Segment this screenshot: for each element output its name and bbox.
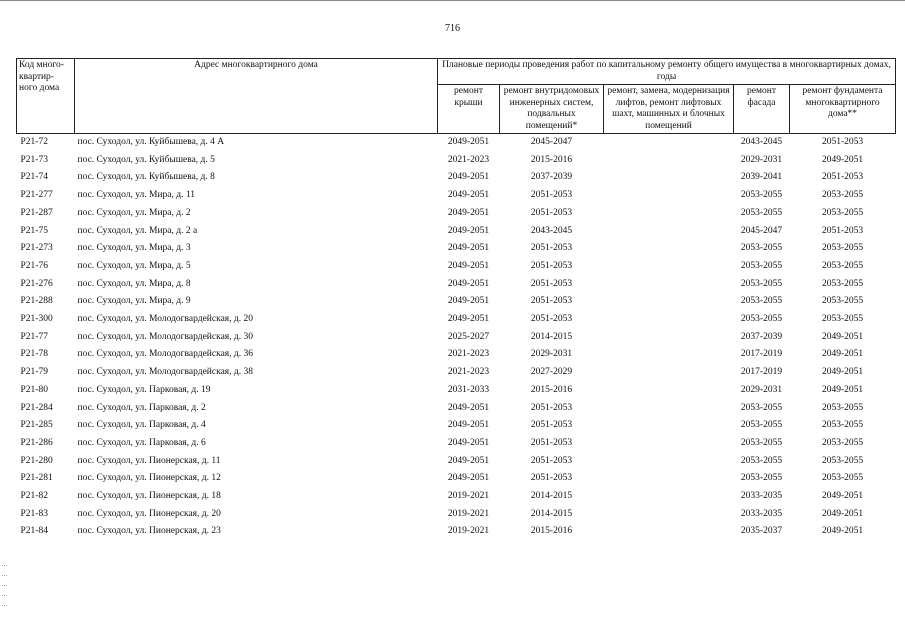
cell-address: пос. Суходол, ул. Мира, д. 9	[77, 296, 191, 307]
cell-code: Р21-73	[20, 154, 48, 165]
cell-foundation: 2049-2051	[821, 331, 864, 342]
cell-address: пос. Суходол, ул. Куйбышева, д. 8	[77, 172, 215, 183]
table-row	[17, 240, 896, 258]
cell-engineering: 2051-2053	[530, 260, 573, 271]
cell-code: Р21-78	[20, 349, 48, 360]
cell-address: пос. Суходол, ул. Пионерская, д. 11	[77, 455, 221, 466]
cell-roof: 2019-2021	[447, 526, 490, 537]
cell-address: пос. Суходол, ул. Молодогвардейская, д. 38	[77, 367, 253, 378]
cell-foundation: 2053-2055	[821, 207, 864, 218]
table-row	[17, 276, 896, 294]
cell-lifts	[604, 488, 734, 506]
cell-roof: 2021-2023	[447, 349, 490, 360]
cell-roof: 2049-2051	[447, 296, 490, 307]
cell-roof: 2049-2051	[447, 190, 490, 201]
cell-engineering: 2051-2053	[530, 190, 573, 201]
cell-roof: 2049-2051	[447, 314, 490, 325]
cell-engineering: 2045-2047	[530, 137, 573, 147]
header-lifts: ремонт, замена, модернизация лифтов, ремонт лифтовых шахт, машинных и блочных помещений	[604, 85, 734, 134]
cell-foundation: 2053-2055	[821, 296, 864, 307]
header-periods-title: Плановые периоды проведения работ по капитальному ремонту общего имущества в многоквартирных домах, годы	[438, 59, 896, 85]
cell-code: Р21-273	[20, 243, 53, 254]
cell-code: Р21-300	[20, 314, 53, 325]
cell-facade: 2053-2055	[740, 278, 783, 289]
cell-lifts	[604, 311, 734, 329]
cell-lifts	[604, 187, 734, 205]
cell-address: пос. Суходол, ул. Парковая, д. 6	[77, 437, 206, 448]
cell-roof: 2049-2051	[447, 260, 490, 271]
cell-roof: 2049-2051	[447, 172, 490, 183]
table-row	[17, 152, 896, 170]
cell-foundation: 2053-2055	[821, 243, 864, 254]
header-engineering: ремонт внутридомовых инженерных систем, подвальных помещений*	[500, 85, 604, 134]
cell-facade: 2053-2055	[740, 296, 783, 307]
cell-engineering: 2051-2053	[530, 278, 573, 289]
cell-facade: 2037-2039	[740, 331, 783, 342]
cell-facade: 2029-2031	[740, 384, 783, 395]
cell-code: Р21-280	[20, 455, 53, 466]
cell-address: пос. Суходол, ул. Мира, д. 8	[77, 278, 191, 289]
cell-foundation: 2051-2053	[821, 172, 864, 183]
table-row	[17, 223, 896, 241]
cell-code: Р21-79	[20, 367, 48, 378]
table-row	[17, 506, 896, 524]
page-number: 716	[445, 23, 460, 34]
table-row	[17, 311, 896, 329]
cell-foundation: 2049-2051	[821, 154, 864, 165]
cell-engineering: 2029-2031	[530, 349, 573, 360]
cell-code: Р21-77	[20, 331, 48, 342]
cell-foundation: 2053-2055	[821, 455, 864, 466]
cell-engineering: 2014-2015	[530, 331, 573, 342]
cell-roof: 2021-2023	[447, 154, 490, 165]
table-row	[17, 187, 896, 205]
cell-address: пос. Суходол, ул. Куйбышева, д. 4 А	[77, 137, 225, 147]
cell-roof: 2049-2051	[447, 437, 490, 448]
cell-lifts	[604, 329, 734, 347]
cell-lifts	[604, 258, 734, 276]
table-row	[17, 435, 896, 453]
cell-address: пос. Суходол, ул. Куйбышева, д. 5	[77, 154, 215, 165]
cell-roof: 2049-2051	[447, 243, 490, 254]
cell-address: пос. Суходол, ул. Мира, д. 3	[77, 243, 191, 254]
cell-foundation: 2053-2055	[821, 420, 864, 431]
cell-address: пос. Суходол, ул. Парковая, д. 19	[77, 384, 211, 395]
cell-engineering: 2051-2053	[530, 455, 573, 466]
cell-code: Р21-285	[20, 420, 53, 431]
cell-facade: 2035-2037	[740, 526, 783, 537]
cell-foundation: 2049-2051	[821, 349, 864, 360]
capital-repair-table	[16, 58, 896, 541]
cell-lifts	[604, 453, 734, 471]
cell-lifts	[604, 523, 734, 541]
cell-facade: 2053-2055	[740, 473, 783, 484]
cell-roof: 2049-2051	[447, 473, 490, 484]
cell-code: Р21-75	[20, 225, 48, 236]
table-row	[17, 329, 896, 347]
cell-roof: 2049-2051	[447, 207, 490, 218]
cell-code: Р21-76	[20, 260, 48, 271]
cell-lifts	[604, 240, 734, 258]
cell-code: Р21-84	[20, 526, 48, 537]
cell-engineering: 2037-2039	[530, 172, 573, 183]
cell-engineering: 2051-2053	[530, 402, 573, 413]
table-row	[17, 470, 896, 488]
cell-lifts	[604, 382, 734, 400]
cell-code: Р21-287	[20, 207, 53, 218]
cell-address: пос. Суходол, ул. Парковая, д. 4	[77, 420, 206, 431]
cell-code: Р21-82	[20, 491, 48, 502]
cell-code: Р21-284	[20, 402, 53, 413]
cell-facade: 2017-2019	[740, 367, 783, 378]
cell-lifts	[604, 293, 734, 311]
cell-lifts	[604, 470, 734, 488]
cell-engineering: 2051-2053	[530, 437, 573, 448]
cell-facade: 2039-2041	[740, 172, 783, 183]
header-address: Адрес многоквартирного дома	[75, 59, 438, 134]
cell-facade: 2053-2055	[740, 420, 783, 431]
cell-facade: 2043-2045	[740, 137, 783, 147]
cell-engineering: 2051-2053	[530, 296, 573, 307]
cell-lifts	[604, 223, 734, 241]
cell-lifts	[604, 205, 734, 223]
table-row	[17, 346, 896, 364]
cell-foundation: 2053-2055	[821, 437, 864, 448]
table-row	[17, 205, 896, 223]
cell-foundation: 2053-2055	[821, 278, 864, 289]
cell-roof: 2049-2051	[447, 137, 490, 147]
cell-address: пос. Суходол, ул. Мира, д. 11	[77, 190, 196, 201]
cell-code: Р21-286	[20, 437, 53, 448]
table-row	[17, 523, 896, 541]
page-top-border	[0, 0, 905, 1]
cell-foundation: 2053-2055	[821, 402, 864, 413]
cell-code: Р21-281	[20, 473, 53, 484]
cell-engineering: 2051-2053	[530, 243, 573, 254]
table-header	[17, 59, 896, 134]
table-row	[17, 169, 896, 187]
cell-engineering: 2051-2053	[530, 314, 573, 325]
cell-code: Р21-277	[20, 190, 53, 201]
cell-code: Р21-72	[20, 137, 48, 147]
cell-engineering: 2015-2016	[530, 154, 573, 165]
cell-lifts	[604, 506, 734, 524]
cell-code: Р21-74	[20, 172, 48, 183]
cell-facade: 2053-2055	[740, 455, 783, 466]
table-body	[17, 134, 896, 542]
cell-facade: 2029-2031	[740, 154, 783, 165]
cell-engineering: 2014-2015	[530, 491, 573, 502]
cell-lifts	[604, 152, 734, 170]
cell-foundation: 2053-2055	[821, 314, 864, 325]
cell-code: Р21-83	[20, 508, 48, 519]
cell-roof: 2049-2051	[447, 455, 490, 466]
cell-facade: 2053-2055	[740, 190, 783, 201]
cell-facade: 2045-2047	[740, 225, 783, 236]
cell-facade: 2033-2035	[740, 508, 783, 519]
cell-engineering: 2027-2029	[530, 367, 573, 378]
cell-lifts	[604, 276, 734, 294]
cell-facade: 2017-2019	[740, 349, 783, 360]
cell-engineering: 2015-2016	[530, 526, 573, 537]
header-roof: ремонт крыши	[438, 85, 500, 134]
cell-address: пос. Суходол, ул. Парковая, д. 2	[77, 402, 206, 413]
cell-address: пос. Суходол, ул. Пионерская, д. 12	[77, 473, 221, 484]
cell-foundation: 2049-2051	[821, 491, 864, 502]
cell-address: пос. Суходол, ул. Мира, д. 5	[77, 260, 191, 271]
cell-foundation: 2049-2051	[821, 508, 864, 519]
cell-roof: 2049-2051	[447, 225, 490, 236]
cell-foundation: 2049-2051	[821, 526, 864, 537]
cell-lifts	[604, 169, 734, 187]
cell-roof: 2025-2027	[447, 331, 490, 342]
cell-roof: 2049-2051	[447, 420, 490, 431]
cell-facade: 2053-2055	[740, 260, 783, 271]
cell-lifts	[604, 364, 734, 382]
cell-engineering: 2051-2053	[530, 207, 573, 218]
cell-lifts	[604, 134, 734, 152]
cell-facade: 2053-2055	[740, 207, 783, 218]
cell-address: пос. Суходол, ул. Молодогвардейская, д. 36	[77, 349, 253, 360]
cell-roof: 2031-2033	[447, 384, 490, 395]
cell-lifts	[604, 417, 734, 435]
cell-address: пос. Суходол, ул. Молодогвардейская, д. 20	[77, 314, 253, 325]
cell-facade: 2053-2055	[740, 437, 783, 448]
cell-foundation: 2049-2051	[821, 367, 864, 378]
cell-facade: 2053-2055	[740, 314, 783, 325]
cell-foundation: 2051-2053	[821, 225, 864, 236]
table-row	[17, 488, 896, 506]
cell-address: пос. Суходол, ул. Молодогвардейская, д. 30	[77, 331, 253, 342]
cell-foundation: 2053-2055	[821, 473, 864, 484]
cell-foundation: 2049-2051	[821, 384, 864, 395]
table-row	[17, 134, 896, 152]
cell-lifts	[604, 400, 734, 418]
cell-roof: 2049-2051	[447, 402, 490, 413]
cell-facade: 2053-2055	[740, 243, 783, 254]
cell-foundation: 2053-2055	[821, 190, 864, 201]
cell-facade: 2053-2055	[740, 402, 783, 413]
cell-engineering: 2015-2016	[530, 384, 573, 395]
cell-roof: 2021-2023	[447, 367, 490, 378]
cell-engineering: 2051-2053	[530, 473, 573, 484]
cell-lifts	[604, 346, 734, 364]
cell-engineering: 2014-2015	[530, 508, 573, 519]
table-row	[17, 382, 896, 400]
cell-roof: 2049-2051	[447, 278, 490, 289]
cell-roof: 2019-2021	[447, 508, 490, 519]
cell-foundation: 2051-2053	[821, 137, 864, 147]
cell-code: Р21-276	[20, 278, 53, 289]
header-facade: ремонт фасада	[734, 85, 790, 134]
cell-code: Р21-288	[20, 296, 53, 307]
table-row	[17, 293, 896, 311]
table-row	[17, 364, 896, 382]
cell-lifts	[604, 435, 734, 453]
cell-address: пос. Суходол, ул. Мира, д. 2	[77, 207, 191, 218]
cell-address: пос. Суходол, ул. Пионерская, д. 23	[77, 526, 221, 537]
table-row	[17, 400, 896, 418]
cell-address: пос. Суходол, ул. Пионерская, д. 20	[77, 508, 221, 519]
table-row	[17, 417, 896, 435]
cell-facade: 2033-2035	[740, 491, 783, 502]
cell-code: Р21-80	[20, 384, 48, 395]
table-row	[17, 258, 896, 276]
cell-address: пос. Суходол, ул. Пионерская, д. 18	[77, 491, 221, 502]
header-foundation: ремонт фундамента многоквартирного дома**	[790, 85, 896, 134]
table-row	[17, 453, 896, 471]
cell-engineering: 2043-2045	[530, 225, 573, 236]
cell-address: пос. Суходол, ул. Мира, д. 2 а	[77, 225, 198, 236]
cell-roof: 2019-2021	[447, 491, 490, 502]
scan-margin-marks	[2, 565, 14, 625]
header-code: Код много-квартир-ного дома	[17, 59, 75, 134]
cell-engineering: 2051-2053	[530, 420, 573, 431]
cell-foundation: 2053-2055	[821, 260, 864, 271]
